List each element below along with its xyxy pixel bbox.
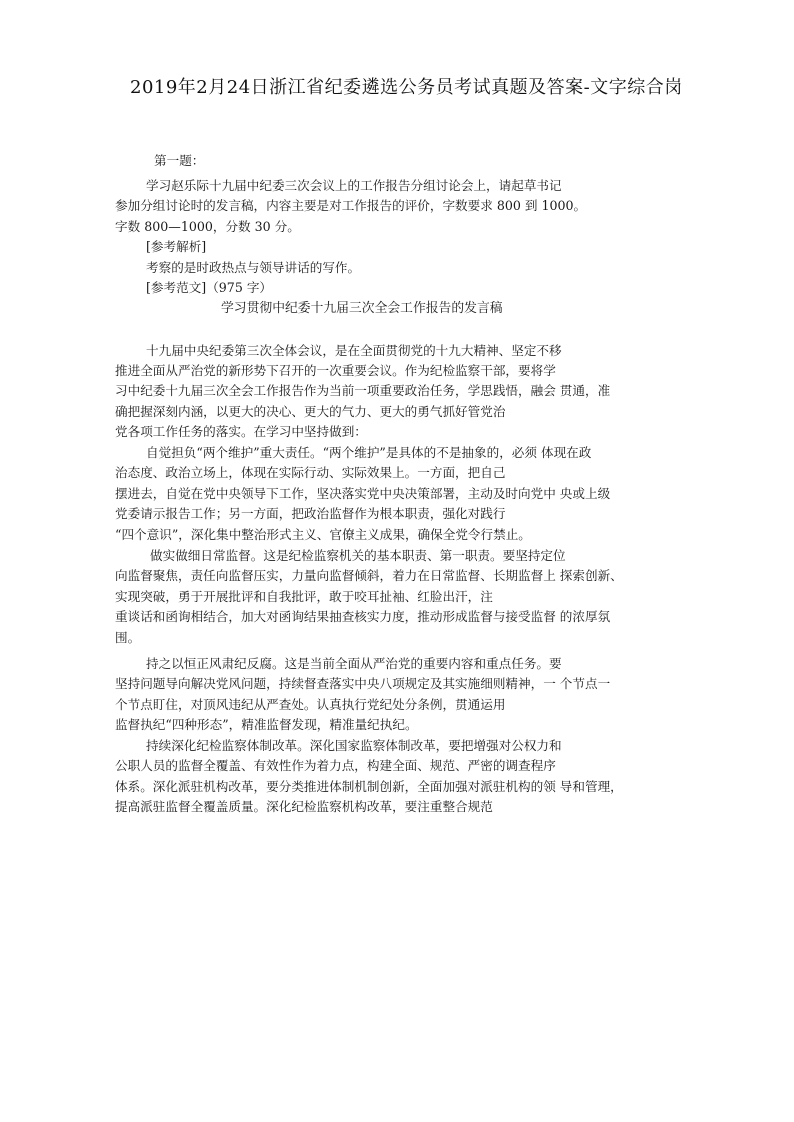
body-line: 治态度、政治立场上，体现在实际行动、实际效果上。一方面，把自己 (115, 465, 506, 480)
body-line: 持续深化纪检监察体制改革。深化国家监察体制改革，要把增强对公权力和 (146, 738, 562, 753)
body-line: 实现突破，勇于开展批评和自我批评，敢于咬耳扯袖、红脸出汗，注 (115, 589, 493, 604)
body-line: 党各项工作任务的落实。在学习中坚持做到： (115, 424, 367, 439)
body-line: 确把握深刻内涵，以更大的决心、更大的气力、更大的勇气抓好管党治 (115, 404, 506, 419)
body-line: 自觉担负“两个维护”重大责任。“两个维护”是具体的不是抽象的，必须 体现在政 (146, 445, 592, 460)
body-line: “四个意识”，深化集中整治形式主义、官僚主义成果，确保全党令行禁止。 (115, 527, 531, 542)
sample-label: [参考范文]（975 字） (146, 280, 273, 295)
prompt-line: 字数 800—1000，分数 30 分。 (115, 219, 300, 234)
analysis-text: 考察的是时政热点与领导讲话的写作。 (146, 260, 361, 275)
sample-title: 学习贯彻中纪委十九届三次全会工作报告的发言稿 (221, 301, 503, 316)
body-line: 坚持问题导向解决党风问题，持续督查落实中央八项规定及其实施细则精神，一 个节点一 (115, 676, 611, 691)
body-line: 摆进去，自觉在党中央领导下工作，坚决落实党中央决策部署，主动及时向党中 央或上级 (115, 486, 611, 501)
body-line: 做实做细日常监督。这是纪检监察机关的基本职责、第一职责。要坚持定位 (150, 548, 566, 563)
body-line: 体系。深化派驻机构改革，要分类推进体制机制创新，全面加强对派驻机构的领 导和管理， (115, 779, 623, 794)
body-line: 个节点盯住，对顶风违纪从严查处。认真执行党纪处分条例，贯通运用 (115, 697, 506, 712)
body-line: 向监督聚焦，责任向监督压实，力量向监督倾斜，着力在日常监督、长期监督上 探索创新、 (115, 568, 623, 583)
body-line: 推进全面从严治党的新形势下召开的一次重要会议。作为纪检监察干部，要将学 (115, 363, 556, 378)
body-line: 重谈话和函询相结合，加大对函询结果抽查核实力度，推动形成监督与接受监督 的浓厚氛 (115, 609, 611, 624)
body-line: 公职人员的监督全覆盖、有效性作为着力点，构建全面、规范、严密的调查程序 (115, 758, 556, 773)
body-line: 持之以恒正风肃纪反腐。这是当前全面从严治党的重要内容和重点任务。要 (146, 656, 562, 671)
body-line: 党委请示报告工作；另一方面，把政治监督作为根本职责，强化对践行 (115, 506, 506, 521)
body-line: 围。 (115, 630, 141, 645)
document-title: 2019年2月24日浙江省纪委遴选公务员考试真题及答案-文字综合岗 (130, 77, 683, 98)
body-line: 习中纪委十九届三次全会工作报告作为当前一项重要政治任务，学思践悟，融会 贯通，准 (115, 383, 611, 398)
prompt-line: 参加分组讨论时的发言稿，内容主要是对工作报告的评价，字数要求 800 到 1000。 (115, 198, 587, 213)
body-line: 提高派驻监督全覆盖质量。深化纪检监察机构改革，要注重整合规范 (115, 799, 493, 814)
body-line: 十九届中央纪委第三次全体会议，是在全面贯彻党的十九大精神、坚定不移 (146, 343, 562, 358)
prompt-line: 学习赵乐际十九届中纪委三次会议上的工作报告分组讨论会上，请起草书记 (146, 178, 562, 193)
body-line: 监督执纪“四种形态”，精准监督发现，精准量纪执纪。 (115, 717, 418, 732)
question-label: 第一题： (154, 153, 205, 168)
analysis-label: [参考解析] (146, 239, 207, 254)
